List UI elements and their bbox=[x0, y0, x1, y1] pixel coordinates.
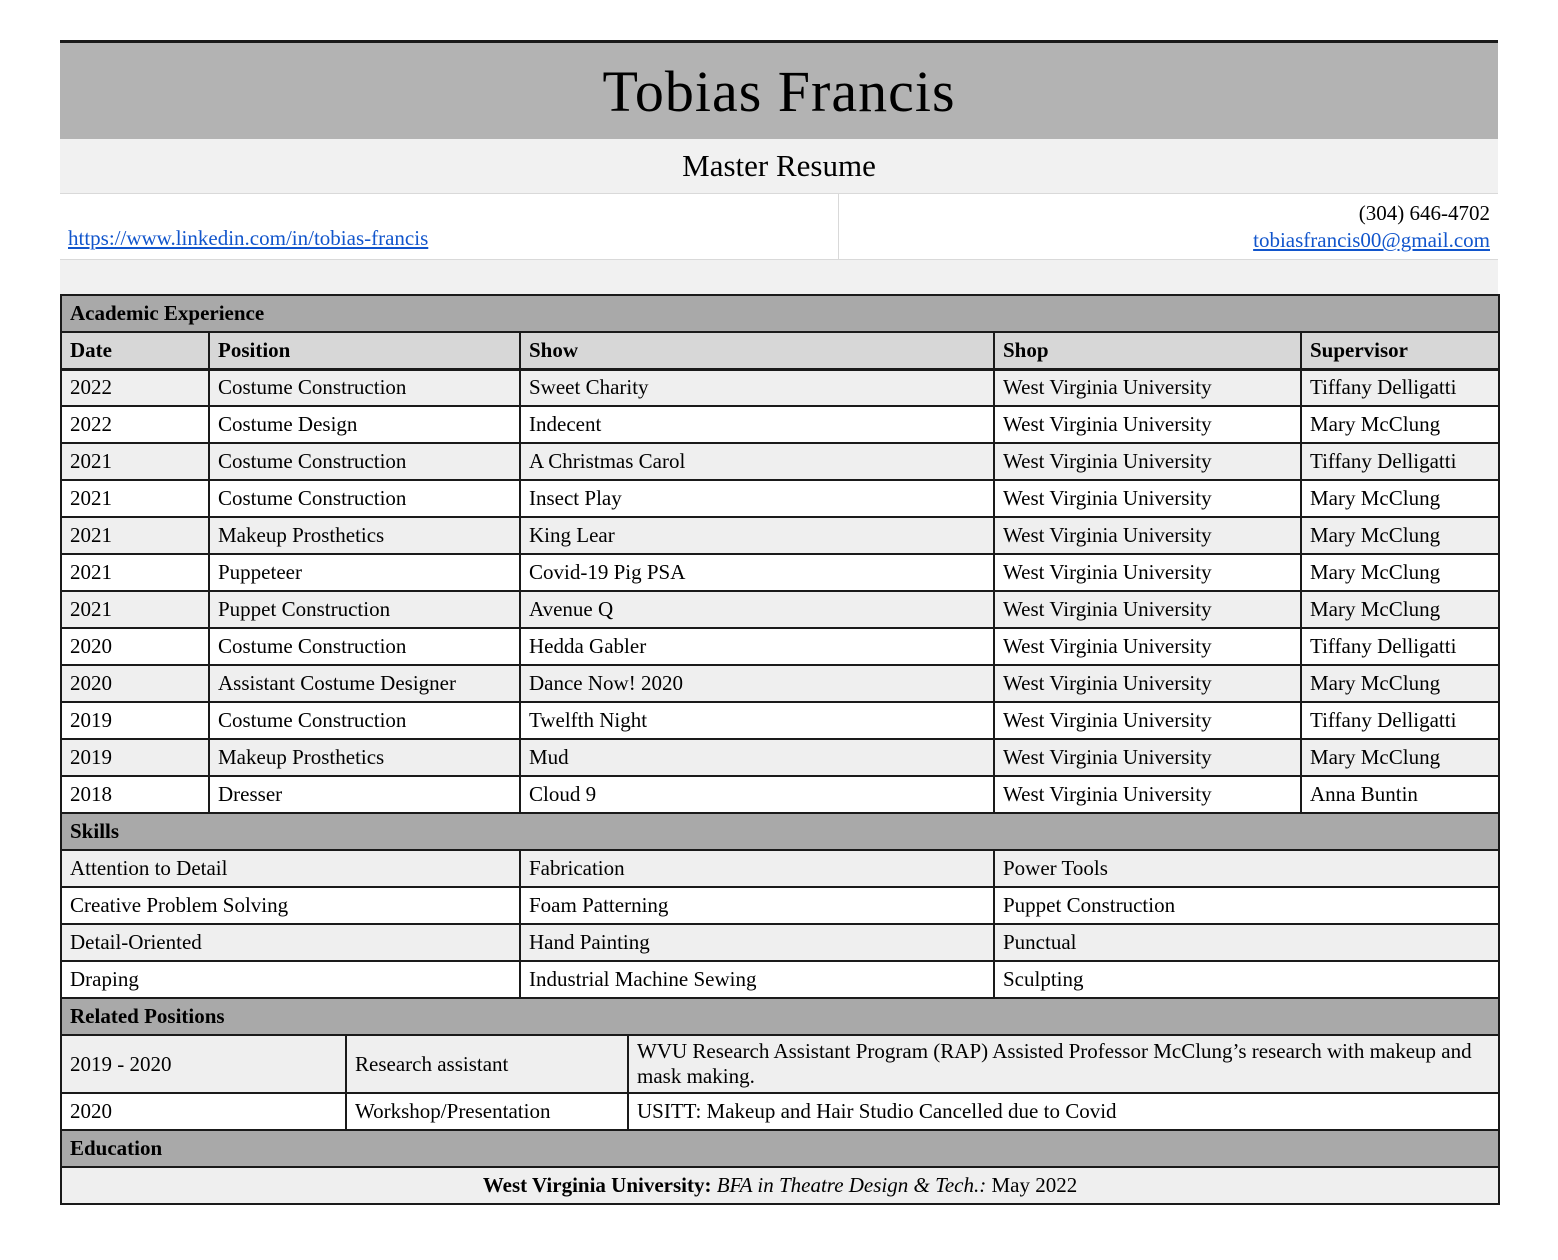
resume-document bbox=[60, 40, 1498, 1205]
supervisor-cell: Tiffany Delligatti bbox=[1301, 443, 1499, 480]
resume-table bbox=[60, 294, 1500, 1205]
resume-title-bar bbox=[60, 40, 1498, 139]
position-cell: Makeup Prosthetics bbox=[209, 739, 520, 776]
position-cell: Assistant Costume Designer bbox=[209, 665, 520, 702]
date-cell: 2020 bbox=[61, 1093, 346, 1130]
skill-cell: Fabrication bbox=[520, 850, 994, 887]
supervisor-cell: Tiffany Delligatti bbox=[1301, 628, 1499, 665]
shop-cell: West Virginia University bbox=[994, 517, 1301, 554]
resume-subtitle: Master Resume bbox=[682, 148, 876, 183]
position-cell: Costume Construction bbox=[209, 628, 520, 665]
supervisor-cell: Anna Buntin bbox=[1301, 776, 1499, 813]
linkedin-link[interactable]: https://www.linkedin.com/in/tobias-francis bbox=[68, 226, 429, 250]
shop-cell: West Virginia University bbox=[994, 406, 1301, 443]
supervisor-cell: Mary McClung bbox=[1301, 591, 1499, 628]
date-cell: 2022 bbox=[61, 369, 209, 406]
position-cell: Costume Construction bbox=[209, 480, 520, 517]
table-row bbox=[61, 924, 1499, 961]
academic-section-header bbox=[61, 295, 1499, 332]
date-cell: 2019 bbox=[61, 739, 209, 776]
skills-section bbox=[61, 813, 1499, 850]
phone-number: (304) 646-4702 bbox=[1358, 201, 1490, 225]
supervisor-cell: Tiffany Delligatti bbox=[1301, 702, 1499, 739]
date-cell: 2022 bbox=[61, 406, 209, 443]
date-cell: 2020 bbox=[61, 665, 209, 702]
position-cell: Research assistant bbox=[346, 1035, 628, 1093]
related-positions-section-header bbox=[61, 998, 1499, 1035]
supervisor-cell: Mary McClung bbox=[1301, 665, 1499, 702]
shop-cell: West Virginia University bbox=[994, 628, 1301, 665]
shop-cell: West Virginia University bbox=[994, 739, 1301, 776]
show-cell: A Christmas Carol bbox=[520, 443, 994, 480]
column-header-date: Date bbox=[61, 332, 209, 369]
skill-cell: Attention to Detail bbox=[61, 850, 520, 887]
table-row bbox=[61, 369, 1499, 406]
shop-cell: West Virginia University bbox=[994, 443, 1301, 480]
column-header-shop: Shop bbox=[994, 332, 1301, 369]
contact-left-cell bbox=[60, 194, 839, 259]
position-cell: Makeup Prosthetics bbox=[209, 517, 520, 554]
table-row bbox=[61, 517, 1499, 554]
show-cell: Indecent bbox=[520, 406, 994, 443]
education-cell bbox=[61, 1167, 1499, 1204]
table-row bbox=[61, 443, 1499, 480]
show-cell: Dance Now! 2020 bbox=[520, 665, 994, 702]
skill-cell: Industrial Machine Sewing bbox=[520, 961, 994, 998]
section-title: Academic Experience bbox=[61, 295, 1499, 332]
education-section-header bbox=[61, 1130, 1499, 1167]
academic-section bbox=[61, 295, 1499, 369]
skills-section-header bbox=[61, 813, 1499, 850]
table-row bbox=[61, 665, 1499, 702]
resume-subtitle-bar bbox=[60, 139, 1498, 194]
show-cell: Cloud 9 bbox=[520, 776, 994, 813]
section-title: Education bbox=[61, 1130, 1499, 1167]
section-title: Related Positions bbox=[61, 998, 1499, 1035]
skill-cell: Puppet Construction bbox=[994, 887, 1499, 924]
column-header-supervisor: Supervisor bbox=[1301, 332, 1499, 369]
date-cell: 2020 bbox=[61, 628, 209, 665]
supervisor-cell: Mary McClung bbox=[1301, 480, 1499, 517]
table-row bbox=[61, 702, 1499, 739]
show-cell: Avenue Q bbox=[520, 591, 994, 628]
education-date: May 2022 bbox=[991, 1173, 1078, 1197]
header-spacer bbox=[60, 260, 1498, 294]
supervisor-cell: Mary McClung bbox=[1301, 406, 1499, 443]
table-row bbox=[61, 887, 1499, 924]
skill-cell: Detail-Oriented bbox=[61, 924, 520, 961]
date-cell: 2019 bbox=[61, 702, 209, 739]
education-institution: West Virginia University: bbox=[482, 1173, 712, 1197]
shop-cell: West Virginia University bbox=[994, 665, 1301, 702]
date-cell: 2021 bbox=[61, 480, 209, 517]
table-row bbox=[61, 554, 1499, 591]
show-cell: King Lear bbox=[520, 517, 994, 554]
skill-cell: Draping bbox=[61, 961, 520, 998]
section-title: Skills bbox=[61, 813, 1499, 850]
page-title: Tobias Francis bbox=[602, 58, 956, 124]
date-cell: 2021 bbox=[61, 554, 209, 591]
position-cell: Dresser bbox=[209, 776, 520, 813]
position-cell: Costume Construction bbox=[209, 443, 520, 480]
show-cell: Sweet Charity bbox=[520, 369, 994, 406]
table-row bbox=[61, 739, 1499, 776]
email-link[interactable]: tobiasfrancis00@gmail.com bbox=[1253, 228, 1490, 252]
position-cell: Costume Construction bbox=[209, 702, 520, 739]
position-cell: Costume Design bbox=[209, 406, 520, 443]
show-cell: Insect Play bbox=[520, 480, 994, 517]
academic-column-headers bbox=[61, 332, 1499, 369]
show-cell: Hedda Gabler bbox=[520, 628, 994, 665]
supervisor-cell: Tiffany Delligatti bbox=[1301, 369, 1499, 406]
position-cell: Puppeteer bbox=[209, 554, 520, 591]
skill-cell: Creative Problem Solving bbox=[61, 887, 520, 924]
shop-cell: West Virginia University bbox=[994, 702, 1301, 739]
column-header-position: Position bbox=[209, 332, 520, 369]
supervisor-cell: Mary McClung bbox=[1301, 517, 1499, 554]
supervisor-cell: Mary McClung bbox=[1301, 554, 1499, 591]
date-cell: 2021 bbox=[61, 517, 209, 554]
position-cell: Puppet Construction bbox=[209, 591, 520, 628]
date-cell: 2021 bbox=[61, 443, 209, 480]
table-row bbox=[61, 591, 1499, 628]
skill-cell: Hand Painting bbox=[520, 924, 994, 961]
date-cell: 2019 - 2020 bbox=[61, 1035, 346, 1093]
position-cell: Costume Construction bbox=[209, 369, 520, 406]
table-row bbox=[61, 628, 1499, 665]
related-positions-section bbox=[61, 998, 1499, 1035]
description-cell: WVU Research Assistant Program (RAP) Assisted Professor McClung’s research with makeup and mask making. bbox=[628, 1035, 1499, 1093]
shop-cell: West Virginia University bbox=[994, 776, 1301, 813]
column-header-show: Show bbox=[520, 332, 994, 369]
show-cell: Mud bbox=[520, 739, 994, 776]
position-cell: Workshop/Presentation bbox=[346, 1093, 628, 1130]
education-section bbox=[61, 1130, 1499, 1204]
contact-right-cell bbox=[839, 194, 1498, 259]
table-row bbox=[61, 406, 1499, 443]
education-degree: BFA in Theatre Design & Tech.: bbox=[716, 1173, 987, 1197]
academic-rows bbox=[61, 369, 1499, 813]
table-row bbox=[61, 776, 1499, 813]
shop-cell: West Virginia University bbox=[994, 369, 1301, 406]
shop-cell: West Virginia University bbox=[994, 480, 1301, 517]
show-cell: Covid-19 Pig PSA bbox=[520, 554, 994, 591]
skill-cell: Power Tools bbox=[994, 850, 1499, 887]
education-row bbox=[61, 1167, 1499, 1204]
table-row bbox=[61, 961, 1499, 998]
shop-cell: West Virginia University bbox=[994, 591, 1301, 628]
skill-cell: Foam Patterning bbox=[520, 887, 994, 924]
skills-rows bbox=[61, 850, 1499, 998]
contact-row bbox=[60, 194, 1498, 260]
related-positions-rows bbox=[61, 1035, 1499, 1130]
skill-cell: Sculpting bbox=[994, 961, 1499, 998]
date-cell: 2021 bbox=[61, 591, 209, 628]
shop-cell: West Virginia University bbox=[994, 554, 1301, 591]
table-row bbox=[61, 1093, 1499, 1130]
table-row bbox=[61, 1035, 1499, 1093]
description-cell: USITT: Makeup and Hair Studio Cancelled due to Covid bbox=[628, 1093, 1499, 1130]
table-row bbox=[61, 480, 1499, 517]
table-row bbox=[61, 850, 1499, 887]
show-cell: Twelfth Night bbox=[520, 702, 994, 739]
date-cell: 2018 bbox=[61, 776, 209, 813]
skill-cell: Punctual bbox=[994, 924, 1499, 961]
supervisor-cell: Mary McClung bbox=[1301, 739, 1499, 776]
